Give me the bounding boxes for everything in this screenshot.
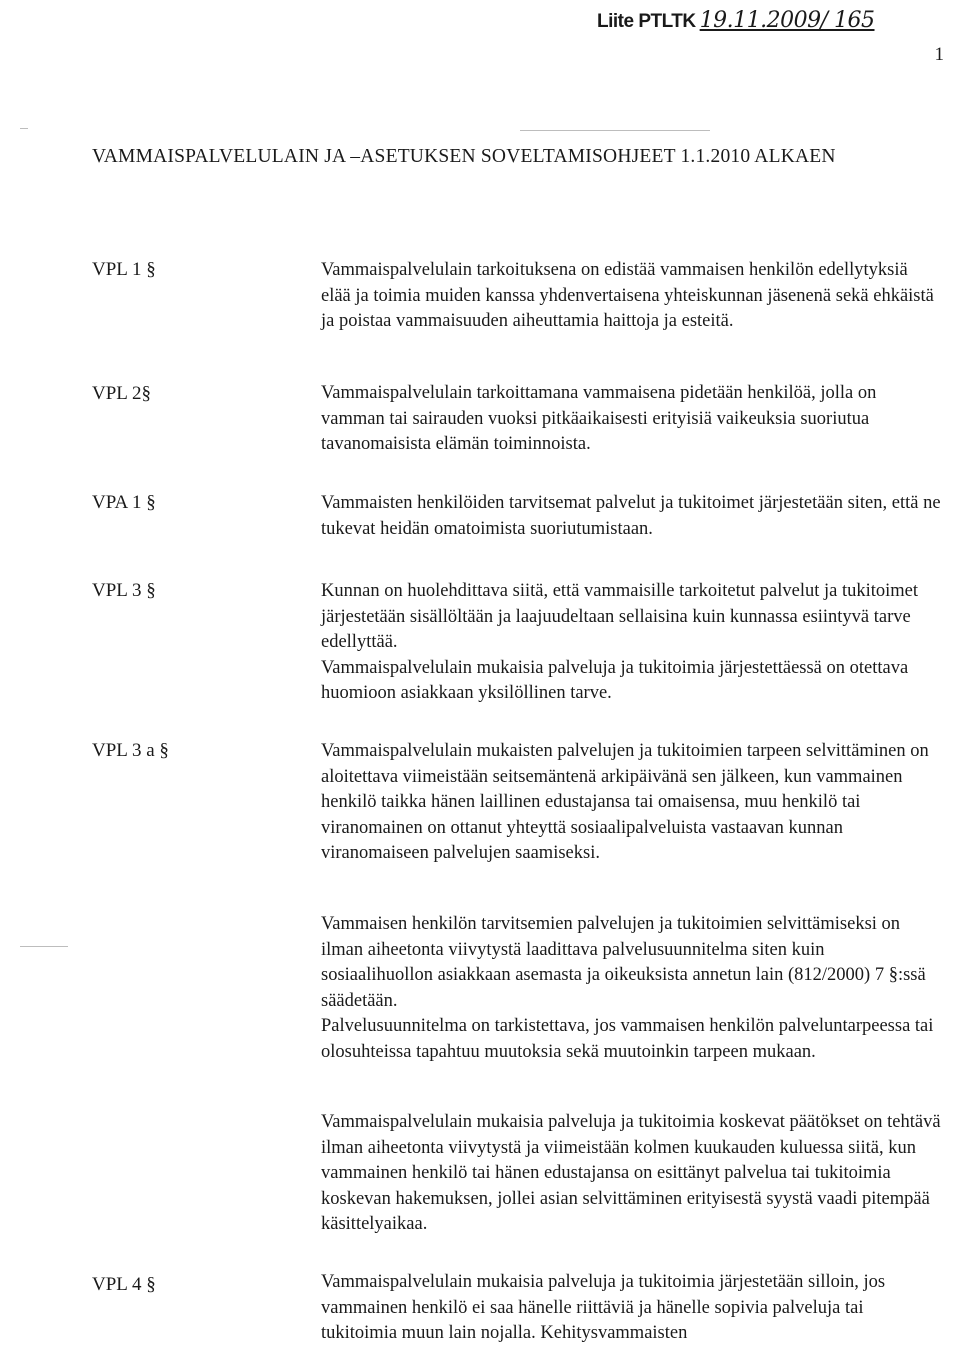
stamp-label: Liite PTLTK — [597, 11, 696, 32]
section-label-vpl3: VPL 3 § — [92, 580, 156, 601]
scan-speck — [20, 128, 28, 129]
section-text-vpl3a: Vammaispalvelulain mukaisten palvelujen ja tukitoimien tarpeen selvittäminen on aloitettava viimeistään seitsemäntenä arkipäivänä sen jälkeen, kun vammainen henkilö taikka hänen laillinen edustajansa tai omaisensa, muu henkilö tai viranomainen on ottanut yhteyttä sosiaalipalveluista vastaavan kunnan viranomaiseen palvelujen saamiseksi. — [321, 741, 929, 863]
section-text-vpl4: Vammaispalvelulain mukaisia palveluja ja tukitoimia järjestetään silloin, jos vammainen henkilö ei saa hänelle riittäviä ja hänelle sopivia palveluja tai tukitoimia muun lain nojalla. Kehitysvammaisten — [321, 1272, 886, 1343]
scan-speck — [520, 130, 710, 131]
section-text-vpl2: Vammaispalvelulain tarkoittamana vammaisena pidetään henkilöä, jolla on vamman tai sairauden vuoksi pitkäaikaisesti erityisiä vaikeuksia suoriutua tavanomaisista elämän toiminnoista. — [321, 383, 877, 454]
section-text-vpl3: Kunnan on huolehdittava siitä, että vammaisille tarkoitetut palvelut ja tukitoimet järjestetään sisällöltään ja laajuudeltaan sellaisina kuin kunnassa esiintyvä tarve edellyttää. Vammaispalvelulain mukaisia palveluja ja tukitoimia järjestettäessä on otettava huomioon asiakkaan yksilöllinen tarve. — [321, 581, 918, 703]
scan-speck — [20, 946, 68, 947]
section-label-vpl1: VPL 1 § — [92, 259, 156, 280]
handwritten-date: 19.11.2009/ 165 — [699, 8, 875, 33]
document-title: VAMMAISPALVELULAIN JA –ASETUKSEN SOVELTAMISOHJEET 1.1.2010 ALKAEN — [92, 146, 836, 167]
section-text-vpl1: Vammaispalvelulain tarkoituksena on edistää vammaisen henkilön edellytyksiä elää ja toimia muiden kanssa yhdenvertaisena yhteiskunnan jäsenenä sekä ehkäistä ja poistaa vammaisuuden aiheuttamia haittoja ja esteitä. — [321, 260, 934, 331]
section-text-vpa1: Vammaisten henkilöiden tarvitsemat palvelut ja tukitoimet järjestetään siten, että ne tukevat heidän omatoimista suoriutumistaan. — [321, 493, 941, 539]
section-label-vpl4: VPL 4 § — [92, 1274, 156, 1295]
page-number: 1 — [934, 44, 944, 65]
attachment-stamp — [597, 8, 875, 33]
section-label-vpa1: VPA 1 § — [92, 492, 156, 513]
section-text-vpl3a-plan: Vammaisen henkilön tarvitsemien palvelujen ja tukitoimien selvittämiseksi on ilman aiheetonta viivytystä laadittava palvelusuunnitelma siten kuin sosiaalihuollon asiakkaan asemasta ja oikeuksista annetun lain (812/2000) 7 §:ssä säädetään. Palvelusuunnitelma on tarkistettava, jos vammaisen henkilön palveluntarpeessa tai olosuhteissa tapahtuu muutoksia sekä muutoinkin tarpeen mukaan. — [321, 914, 934, 1062]
section-label-vpl2: VPL 2§ — [92, 383, 151, 404]
section-text-vpl3a-decision: Vammaispalvelulain mukaisia palveluja ja tukitoimia koskevat päätökset on tehtävä ilman aiheetonta viivytystä ja viimeistään kolmen kuukauden kuluessa siitä, kun vammainen henkilö tai hänen edustajansa on esittänyt palvelua tai tukitoimia koskevan hakemuksen, jollei asian selvittäminen erityisestä syystä vaadi pitempää käsittelyaikaa. — [321, 1112, 941, 1234]
section-label-vpl3a: VPL 3 a § — [92, 740, 169, 761]
